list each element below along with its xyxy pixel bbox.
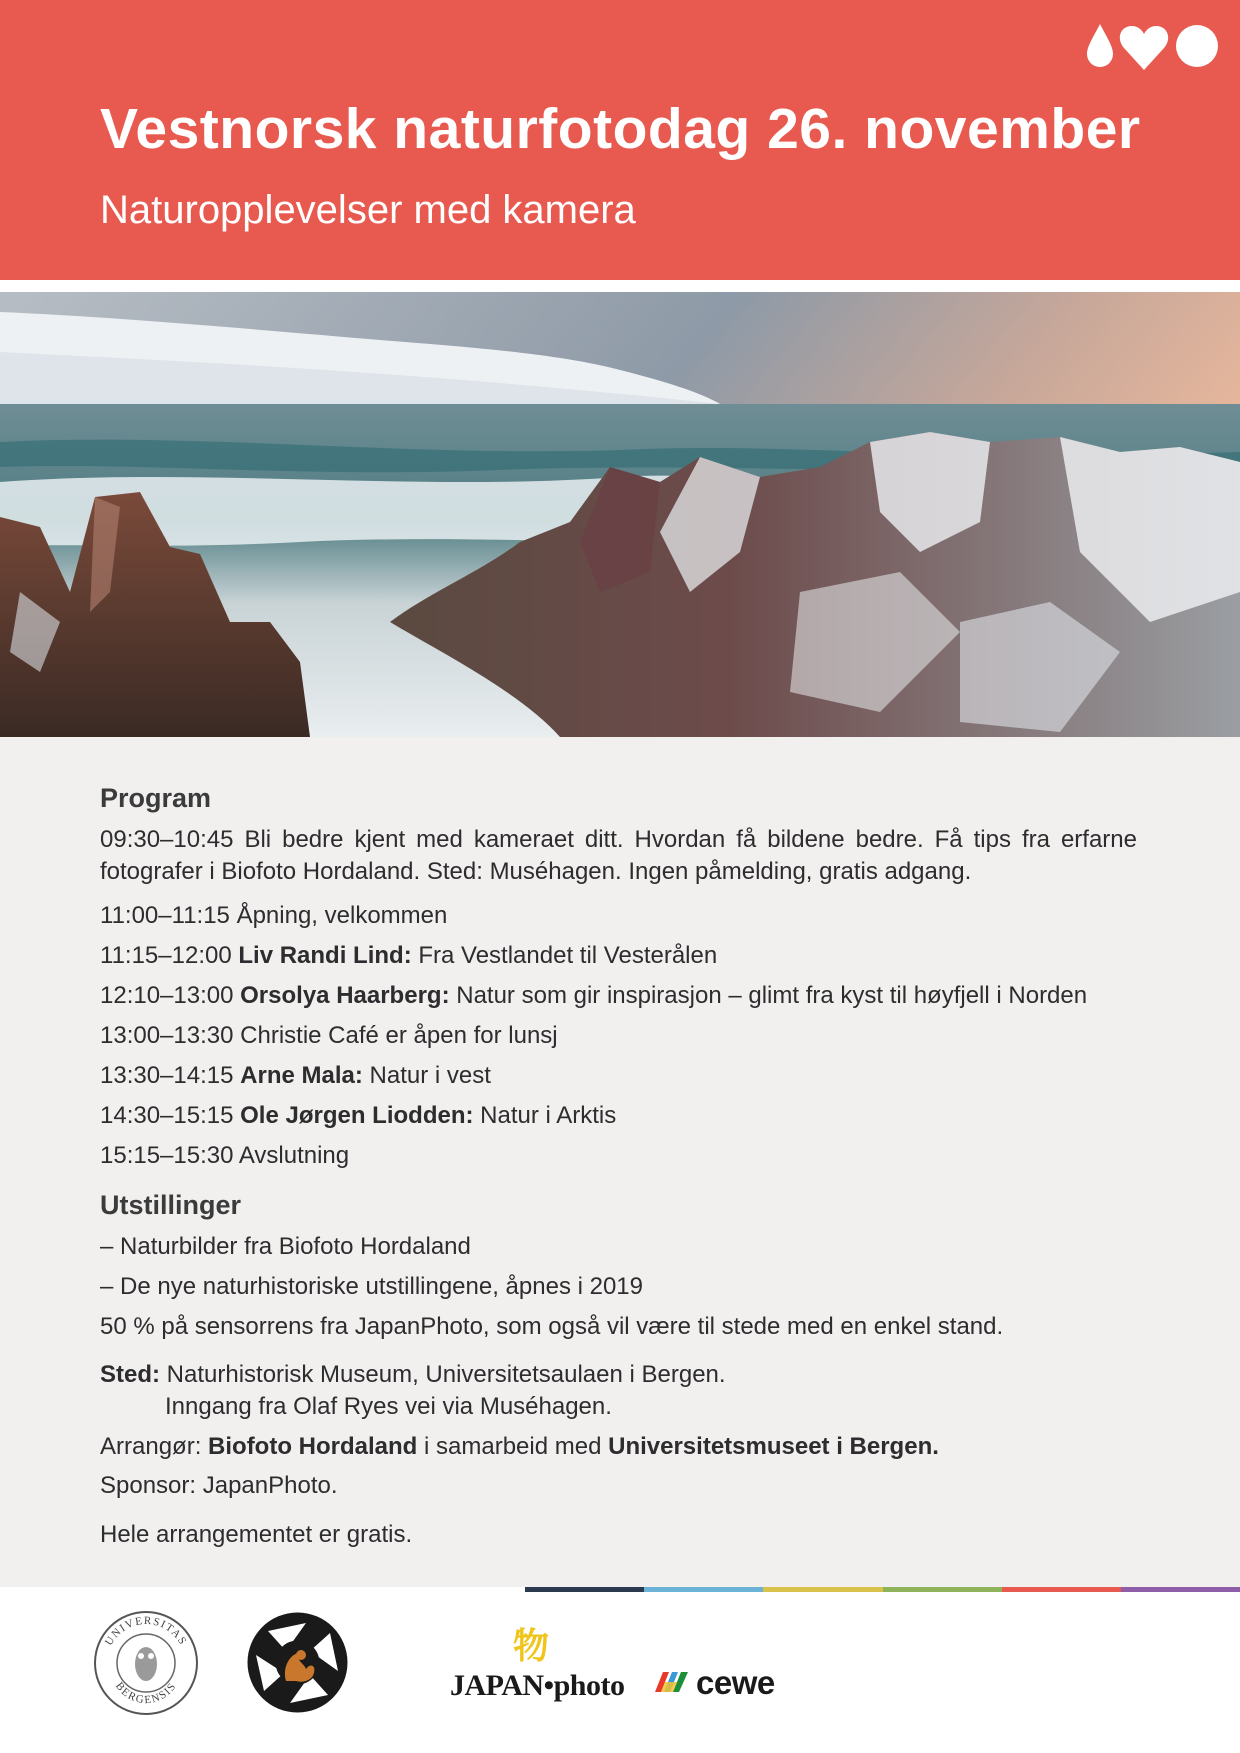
program-heading: Program bbox=[100, 783, 212, 813]
program-item-speaker: Liv Randi Lind: bbox=[238, 942, 412, 969]
program-intro bbox=[100, 824, 1137, 888]
program-item-speaker: Orsolya Haarberg: bbox=[240, 982, 450, 1009]
japanphoto-wordmark: JAPAN•photo bbox=[450, 1669, 625, 1702]
program-item-text: Natur i vest bbox=[369, 1062, 491, 1089]
seal-text: BERGENSIS bbox=[112, 1680, 179, 1707]
biofoto-squirrel-icon bbox=[246, 1611, 349, 1714]
program-item bbox=[100, 1140, 1140, 1172]
venue-name: Naturhistorisk Museum, Universitetsaulaen i Bergen. bbox=[166, 1361, 726, 1388]
program-item-time: 15:15–15:30 bbox=[100, 1142, 234, 1169]
program-item bbox=[100, 900, 1140, 932]
organizer-label: Arrangør: bbox=[100, 1433, 202, 1460]
exhibitions-heading: Utstillinger bbox=[100, 1190, 242, 1220]
program-item bbox=[100, 980, 1140, 1012]
seal-text: UNIVERSITAS bbox=[102, 1614, 190, 1648]
university-seal-icon bbox=[93, 1610, 199, 1716]
heart-icon bbox=[1120, 26, 1168, 70]
drop-icon bbox=[1087, 24, 1113, 67]
organizer-line bbox=[100, 1431, 1140, 1463]
japanphoto-glyph: 物 bbox=[513, 1625, 550, 1666]
free-admission-line: Hele arrangementet er gratis. bbox=[100, 1521, 413, 1548]
program-item bbox=[100, 1020, 1140, 1052]
program-intro-text: Bli bedre kjent med kameraet ditt. Hvordan få bildene bedre. Få tips fra erfarne fotografer i Biofoto Hordaland. Sted: Muséhagen. Ingen påmelding, gratis adgang. bbox=[100, 826, 1137, 885]
program-item bbox=[100, 940, 1140, 972]
footer-logos bbox=[0, 1592, 1240, 1753]
venue-label: Sted: bbox=[100, 1361, 160, 1388]
program-item-time: 12:10–13:00 bbox=[100, 982, 234, 1009]
program-item-text: Åpning, velkommen bbox=[236, 902, 448, 929]
venue-entrance bbox=[100, 1391, 1140, 1423]
program-item-time: 11:15–12:00 bbox=[100, 942, 232, 969]
program-item-speaker: Arne Mala: bbox=[240, 1062, 363, 1089]
organizer-partner: Universitetsmuseet i Bergen. bbox=[608, 1433, 939, 1460]
exhibition-item: – De nye naturhistoriske utstillingene, åpnes i 2019 bbox=[100, 1273, 643, 1300]
program-item-speaker: Ole Jørgen Liodden: bbox=[240, 1102, 474, 1129]
program-item bbox=[100, 1060, 1140, 1092]
cewe-mark-icon bbox=[651, 1670, 691, 1694]
program-item-text: Natur som gir inspirasjon – glimt fra kyst til høyfjell i Norden bbox=[456, 982, 1088, 1009]
venue-line bbox=[100, 1359, 1140, 1391]
program-item-time: 14:30–15:15 bbox=[100, 1102, 234, 1129]
organizer-middle: i samarbeid med bbox=[424, 1433, 602, 1460]
program-item-text: Fra Vestlandet til Vesterålen bbox=[418, 942, 718, 969]
exhibition-offer: 50 % på sensorrens fra JapanPhoto, som også vil være til stede med en enkel stand. bbox=[100, 1313, 1004, 1340]
organizer-name: Biofoto Hordaland bbox=[208, 1433, 418, 1460]
cewe-wordmark: cewe bbox=[696, 1664, 775, 1701]
sponsor-line: Sponsor: JapanPhoto. bbox=[100, 1472, 338, 1499]
program-item-text: Avslutning bbox=[238, 1142, 350, 1169]
landscape-photo bbox=[0, 292, 1240, 737]
program-item-text: Christie Café er åpen for lunsj bbox=[240, 1022, 558, 1049]
venue-entrance-text: Inngang fra Olaf Ryes vei via Muséhagen. bbox=[165, 1393, 612, 1420]
page-title: Vestnorsk naturfotodag 26. november bbox=[100, 97, 1141, 161]
header-banner bbox=[0, 0, 1240, 280]
exhibition-item: – Naturbilder fra Biofoto Hordaland bbox=[100, 1233, 471, 1260]
page-subtitle: Naturopplevelser med kamera bbox=[100, 188, 636, 232]
program-item-text: Natur i Arktis bbox=[480, 1102, 617, 1129]
program-item bbox=[100, 1100, 1140, 1132]
program-intro-time: 09:30–10:45 bbox=[100, 826, 234, 853]
circle-icon bbox=[1176, 25, 1218, 67]
program-item-time: 13:30–14:15 bbox=[100, 1062, 234, 1089]
program-item-time: 11:00–11:15 bbox=[100, 902, 230, 929]
brand-icons bbox=[1080, 20, 1220, 72]
program-item-time: 13:00–13:30 bbox=[100, 1022, 234, 1049]
